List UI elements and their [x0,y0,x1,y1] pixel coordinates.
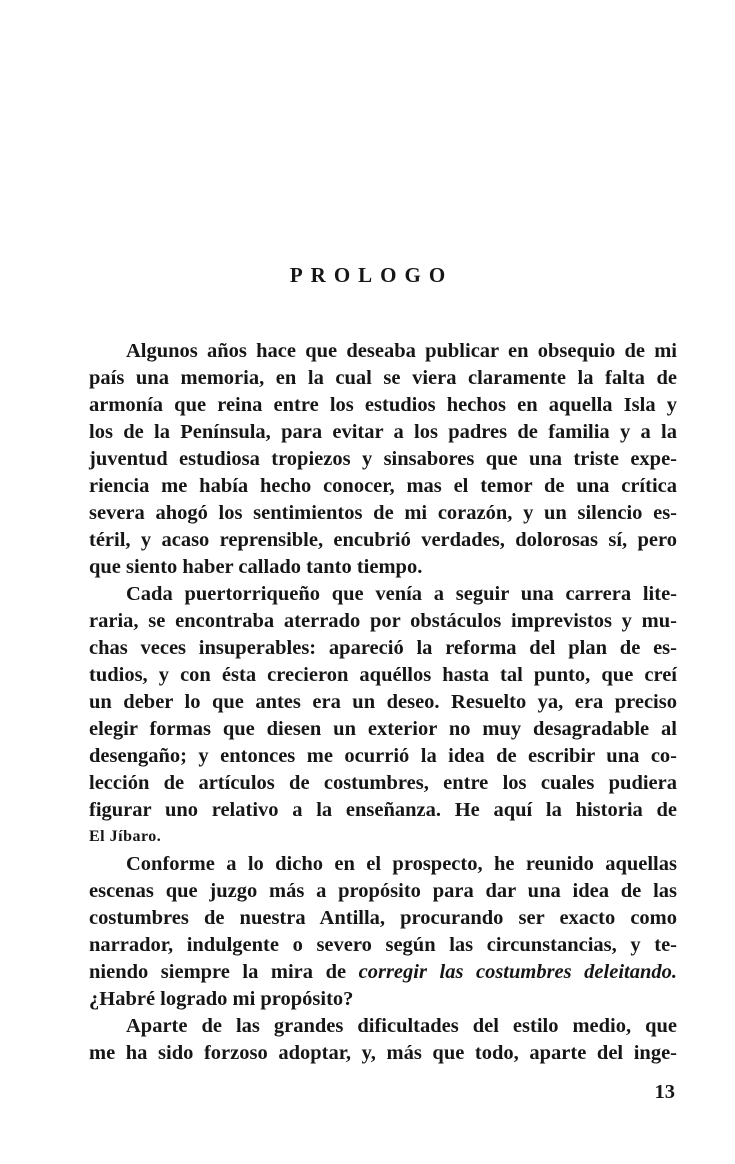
text-line: juventud estudiosa tropiezos y sinsabores que una triste expe- [89,448,677,470]
text-line: país una memoria, en la cual se viera claramente la falta de [89,367,677,389]
text-line: téril, y acaso reprensible, encubrió verdades, dolorosas sí, pero [89,529,677,551]
text-line: los de la Península, para evitar a los padres de familia y a la [89,421,677,443]
text-line: lección de artículos de costumbres, entre los cuales pudiera [89,772,677,794]
text-line: chas veces insuperables: apareció la reforma del plan de es- [89,637,677,659]
text-line: armonía que reina entre los estudios hechos en aquella Isla y [89,394,677,416]
text-line: severa ahogó los sentimientos de mi corazón, y un silencio es- [89,502,677,524]
chapter-title: PROLOGO [289,263,454,287]
text-line: Conforme a lo dicho en el prospecto, he reunido aquellas [126,853,677,875]
italic-quote: corregir las costumbres deleitando. [358,961,677,983]
text-line: elegir formas que diesen un exterior no muy desagradable al [89,718,677,740]
page-number: 13 [654,1081,675,1103]
text-line: me ha sido forzoso adoptar, y, más que todo, aparte del inge- [89,1042,677,1064]
text-line: raria, se encontraba aterrado por obstáculos imprevistos y mu- [89,610,677,632]
text-line: figurar uno relativo a la enseñanza. He aquí la historia de [89,799,677,821]
text-line: un deber lo que antes era un deseo. Resuelto ya, era preciso [89,691,677,713]
text-line: Cada puertorriqueño que venía a seguir una carrera lite- [126,583,677,605]
text-fragment: niendo siempre la mira de [89,961,347,983]
text-line: Algunos años hace que deseaba publicar en obsequio de mi [126,340,677,362]
text-line: Aparte de las grandes dificultades del estilo medio, que [126,1015,677,1037]
text-line: riencia me había hecho conocer, mas el temor de una crítica [89,475,677,497]
text-line-mixed [89,959,677,985]
book-title-reference: El Jíbaro. [89,828,162,845]
text-line: narrador, indulgente o severo según las circunstancias, y te- [89,934,677,956]
text-line: costumbres de nuestra Antilla, procurando ser exacto como [89,907,677,929]
text-line: tudios, y con ésta crecieron aquéllos hasta tal punto, que creí [89,664,677,686]
text-line: que siento haber callado tanto tiempo. [89,556,423,578]
text-line: ¿Habré logrado mi propósito? [89,988,354,1010]
text-line: desengaño; y entonces me ocurrió la idea de escribir una co- [89,745,677,767]
text-line: escenas que juzgo más a propósito para dar una idea de las [89,880,677,902]
